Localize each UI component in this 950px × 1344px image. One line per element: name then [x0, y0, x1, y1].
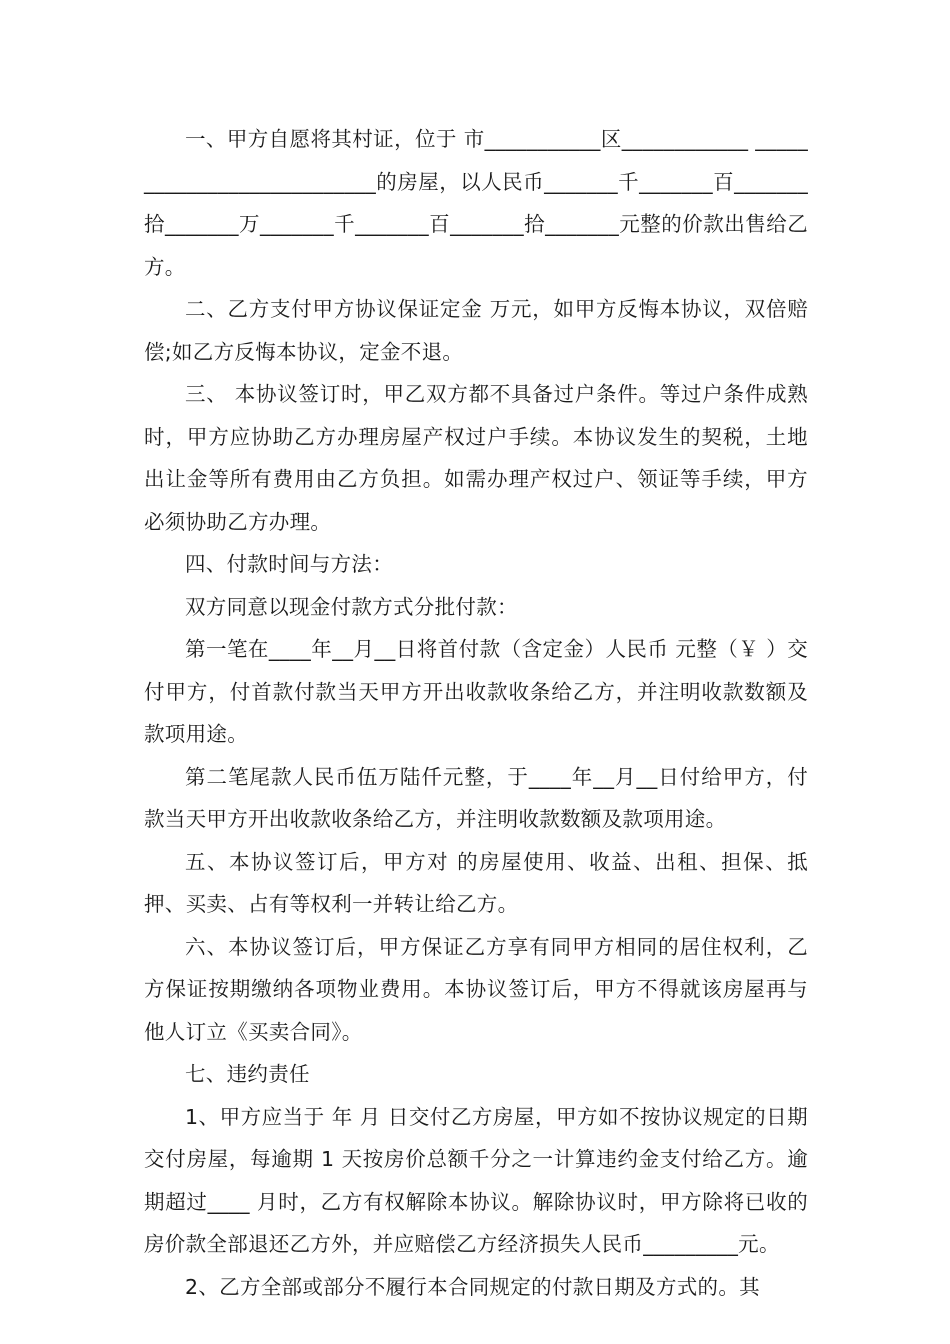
clause-4-first-payment: 第一笔在____年__月__日将首付款（含定金）人民币 元整（￥ ）交付甲方，付首款付款当天甲方开出收款收条给乙方，并注明收款数额及款项用途。 — [144, 637, 808, 746]
clause-2-deposit: 二、乙方支付甲方协议保证定金 万元，如甲方反悔本协议，双倍赔偿;如乙方反悔本协议，定金不退。 — [144, 297, 808, 364]
clause-5-rights-transfer: 五、本协议签订后，甲方对 的房屋使用、收益、出租、担保、抵押、买卖、占有等权利一并转让给乙方。 — [144, 849, 808, 916]
clause-4-method: 双方同意以现金付款方式分批付款： — [185, 594, 518, 619]
clause-4-heading: 四、付款时间与方法： — [185, 552, 393, 576]
clause-6-residence: 六、本协议签订后，甲方保证乙方享有同甲方相同的居住权利，乙方保证按期缴纳各项物业费用。本协议签订后，甲方不得就该房屋再与他人订立《买卖合同》。 — [144, 934, 808, 1044]
clause-7-heading: 七、违约责任 — [185, 1062, 310, 1086]
clause-3-transfer: 三、 本协议签订时，甲乙双方都不具备过户条件。等过户条件成熟时，甲方应协助乙方办理房屋产权过户手续。本协议发生的契税，土地出让金等所有费用由乙方负担。如需办理产权过户、领证等手续，甲方必须协助乙方办理。 — [144, 382, 808, 534]
clause-4-final-payment: 第二笔尾款人民币伍万陆仟元整，于____年__月__日付给甲方，付款当天甲方开出收款收条给乙方，并注明收款数额及款项用途。 — [144, 764, 808, 831]
clause-7-item-1: 1、甲方应当于 年 月 日交付乙方房屋，甲方如不按协议规定的日期交付房屋，每逾期 1 天按房价总额千分之一计算违约金支付给乙方。逾期超过____ 月时，乙方有权解除本协议。解除协议时，甲方除将已收的房价款全部退还乙方外，并应赔偿乙方经济损失人民币_________元。 — [144, 1104, 808, 1256]
contract-body — [144, 118, 808, 1308]
clause-7-item-2: 2、乙方全部或部分不履行本合同规定的付款日期及方式的。其 — [185, 1274, 760, 1299]
clause-1-sale-price: 一、甲方自愿将其村证，位于 市___________区____________ ___________________________的房屋，以人民币_______千_______百_______拾_______万_______千_______百_______拾_______元整的价款出售给乙方。 — [144, 127, 808, 279]
